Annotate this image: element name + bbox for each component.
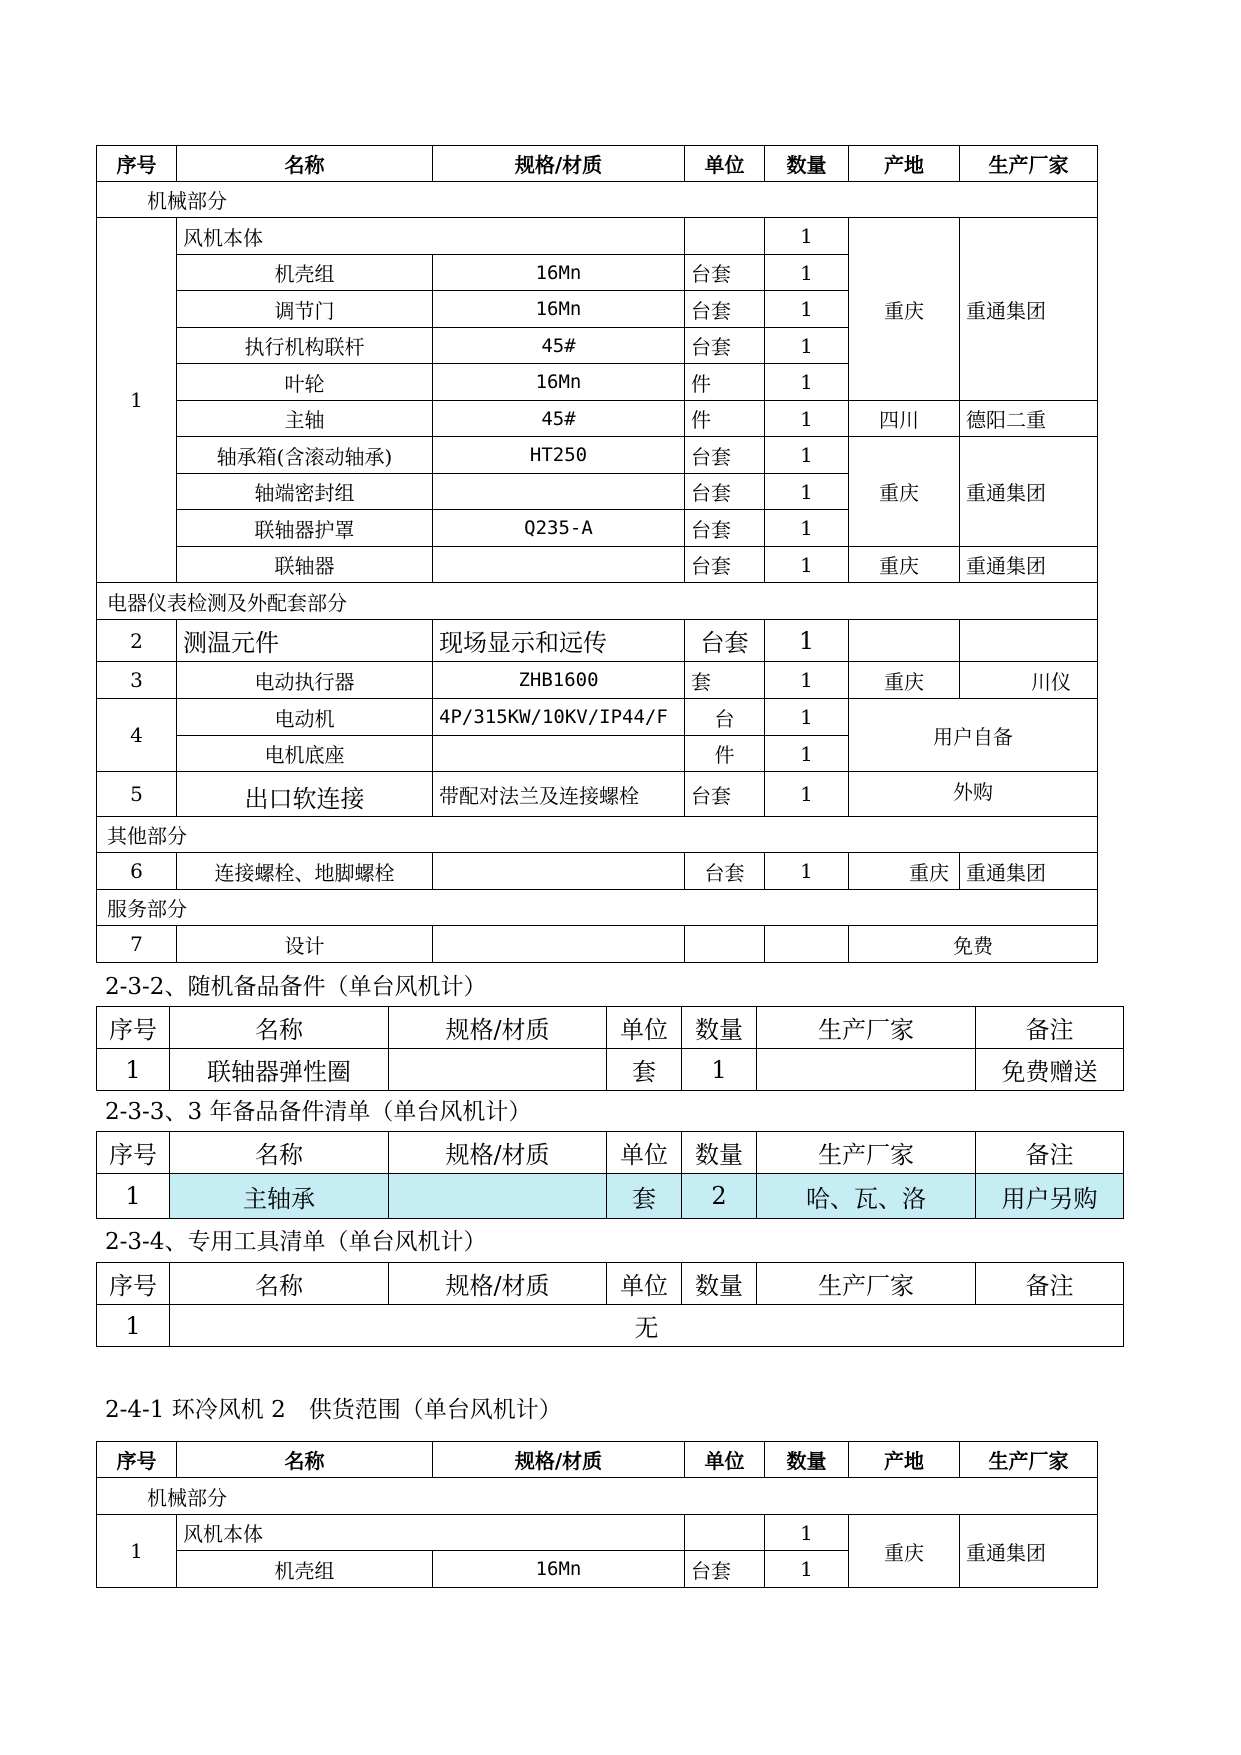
- item-qty: 1: [682, 1049, 757, 1091]
- item-origin: [849, 620, 960, 662]
- row-no: 1: [97, 1174, 170, 1219]
- header-spec: 规格/材质: [433, 1442, 685, 1478]
- section-mechanical: 机械部分: [97, 182, 1098, 218]
- item-spec: 16Mn: [433, 364, 685, 401]
- item-qty: 1: [765, 736, 849, 772]
- item-unit: 台套: [685, 328, 765, 364]
- header-unit: 单位: [607, 1007, 682, 1049]
- item-qty: 1: [765, 620, 849, 662]
- header-name: 名称: [170, 1007, 389, 1049]
- item-name: 电动机: [177, 699, 433, 736]
- item-maker: 重通集团: [960, 1515, 1098, 1588]
- item-unit: 台套: [685, 510, 765, 547]
- item-qty: 1: [765, 364, 849, 401]
- item-name: 机壳组: [177, 255, 433, 291]
- item-name: 主轴承: [170, 1174, 389, 1219]
- item-name: 电机底座: [177, 736, 433, 772]
- item-maker: 哈、瓦、洛: [757, 1174, 976, 1219]
- item-qty: 1: [765, 401, 849, 437]
- item-unit: 件: [685, 736, 765, 772]
- header-origin: 产地: [849, 1442, 960, 1478]
- item-name: 执行机构联杆: [177, 328, 433, 364]
- item-name: 电动执行器: [177, 662, 433, 699]
- item-qty: 1: [765, 772, 849, 817]
- item-name: 风机本体: [177, 218, 685, 255]
- item-name: 调节门: [177, 291, 433, 328]
- item-spec: [433, 736, 685, 772]
- item-spec: [433, 926, 685, 963]
- item-unit: 台套: [685, 853, 765, 890]
- item-unit: 套: [607, 1174, 682, 1219]
- header-no: 序号: [97, 1263, 170, 1305]
- item-unit: 件: [685, 401, 765, 437]
- item-unit: 台套: [685, 620, 765, 662]
- item-maker: 德阳二重: [960, 401, 1098, 437]
- header-maker: 生产厂家: [757, 1132, 976, 1174]
- item-note: 免费赠送: [976, 1049, 1124, 1091]
- header-unit: 单位: [685, 146, 765, 182]
- item-note: 用户另购: [976, 1174, 1124, 1219]
- item-spec: 带配对法兰及连接螺栓: [433, 772, 685, 817]
- three-year-spares-table: [96, 1131, 1124, 1219]
- section-electrical: 电器仪表检测及外配套部分: [97, 583, 1098, 620]
- row-no: 2: [97, 620, 177, 662]
- header-no: 序号: [97, 146, 177, 182]
- item-name: 联轴器弹性圈: [170, 1049, 389, 1091]
- item-unit: 台套: [685, 255, 765, 291]
- header-no: 序号: [97, 1007, 170, 1049]
- item-spec: [389, 1049, 607, 1091]
- row-no: 3: [97, 662, 177, 699]
- item-origin: 重庆: [849, 853, 960, 890]
- item-unit: 件: [685, 364, 765, 401]
- item-spec: [433, 547, 685, 583]
- item-maker: 川仪: [960, 662, 1098, 699]
- item-name: 轴端密封组: [177, 474, 433, 510]
- item-name: 风机本体: [177, 1515, 685, 1551]
- item-name: 联轴器护罩: [177, 510, 433, 547]
- item-origin: 四川: [849, 401, 960, 437]
- header-maker: 生产厂家: [960, 1442, 1098, 1478]
- header-qty: 数量: [682, 1263, 757, 1305]
- header-unit: 单位: [685, 1442, 765, 1478]
- header-name: 名称: [170, 1263, 389, 1305]
- header-qty: 数量: [682, 1007, 757, 1049]
- item-spec: [433, 853, 685, 890]
- item-unit: 台套: [685, 547, 765, 583]
- item-unit: 台套: [685, 1551, 765, 1588]
- spare-parts-table: [96, 1006, 1124, 1091]
- item-qty: 1: [765, 699, 849, 736]
- header-no: 序号: [97, 1442, 177, 1478]
- item-spec: ZHB1600: [433, 662, 685, 699]
- item-qty: 1: [765, 510, 849, 547]
- header-name: 名称: [177, 146, 433, 182]
- item-origin: 重庆: [849, 547, 960, 583]
- item-qty: 1: [765, 662, 849, 699]
- item-name: 测温元件: [177, 620, 433, 662]
- item-maker: 重通集团: [960, 547, 1098, 583]
- item-spec: 45#: [433, 401, 685, 437]
- item-qty: 1: [765, 218, 849, 255]
- item-content: 无: [170, 1305, 1124, 1347]
- header-qty: 数量: [682, 1132, 757, 1174]
- item-name: 主轴: [177, 401, 433, 437]
- item-unit: [685, 926, 765, 963]
- item-unit: 台套: [685, 291, 765, 328]
- header-maker: 生产厂家: [960, 146, 1098, 182]
- header-spec: 规格/材质: [433, 146, 685, 182]
- header-no: 序号: [97, 1132, 170, 1174]
- row-no: 7: [97, 926, 177, 963]
- item-unit: 台套: [685, 474, 765, 510]
- item-spec: HT250: [433, 437, 685, 474]
- row-no: 1: [97, 1515, 177, 1588]
- item-qty: 2: [682, 1174, 757, 1219]
- item-origin: 重庆: [849, 1515, 960, 1588]
- item-qty: 1: [765, 291, 849, 328]
- row-no: 5: [97, 772, 177, 817]
- item-origin: 重庆: [849, 218, 960, 401]
- item-qty: 1: [765, 255, 849, 291]
- item-spec: 45#: [433, 328, 685, 364]
- item-name: 机壳组: [177, 1551, 433, 1588]
- section-mechanical: 机械部分: [97, 1478, 1098, 1515]
- header-note: 备注: [976, 1132, 1124, 1174]
- section-other: 其他部分: [97, 817, 1098, 853]
- header-maker: 生产厂家: [757, 1263, 976, 1305]
- item-maker: [757, 1049, 976, 1091]
- row-no: 4: [97, 699, 177, 772]
- header-spec: 规格/材质: [389, 1132, 607, 1174]
- item-note: 外购: [849, 772, 1098, 817]
- header-unit: 单位: [607, 1132, 682, 1174]
- item-maker: [960, 620, 1098, 662]
- item-spec: [389, 1174, 607, 1219]
- item-qty: 1: [765, 1515, 849, 1551]
- item-name: 设计: [177, 926, 433, 963]
- header-maker: 生产厂家: [757, 1007, 976, 1049]
- item-spec: [433, 474, 685, 510]
- item-qty: 1: [765, 853, 849, 890]
- row-no: 1: [97, 1305, 170, 1347]
- item-qty: [765, 926, 849, 963]
- header-note: 备注: [976, 1263, 1124, 1305]
- item-spec: 16Mn: [433, 255, 685, 291]
- item-unit: 台套: [685, 772, 765, 817]
- item-maker: 重通集团: [960, 218, 1098, 401]
- item-spec: 16Mn: [433, 1551, 685, 1588]
- supply-scope-table-1: [96, 145, 1098, 963]
- header-note: 备注: [976, 1007, 1124, 1049]
- item-note: 免费: [849, 926, 1098, 963]
- item-spec: 现场显示和远传: [433, 620, 685, 662]
- item-unit: 套: [607, 1049, 682, 1091]
- header-spec: 规格/材质: [389, 1263, 607, 1305]
- item-name: 连接螺栓、地脚螺栓: [177, 853, 433, 890]
- section-heading: 2-3-3、3 年备品备件清单（单台风机计）: [105, 1099, 532, 1125]
- item-name: 出口软连接: [177, 772, 433, 817]
- item-spec: Q235-A: [433, 510, 685, 547]
- header-unit: 单位: [607, 1263, 682, 1305]
- section-service: 服务部分: [97, 890, 1098, 926]
- row-no: 6: [97, 853, 177, 890]
- item-origin: 重庆: [849, 662, 960, 699]
- item-qty: 1: [765, 474, 849, 510]
- section-heading: 2-3-4、专用工具清单（单台风机计）: [105, 1229, 487, 1255]
- supply-scope-table-2: [96, 1441, 1098, 1588]
- item-qty: 1: [765, 437, 849, 474]
- item-spec: 4P/315KW/10KV/IP44/F: [433, 699, 685, 736]
- item-name: 叶轮: [177, 364, 433, 401]
- item-qty: 1: [765, 328, 849, 364]
- item-note: 用户自备: [849, 699, 1098, 772]
- row-no: 1: [97, 1049, 170, 1091]
- special-tools-table: [96, 1262, 1124, 1347]
- header-origin: 产地: [849, 146, 960, 182]
- row-no: 1: [97, 218, 177, 583]
- item-qty: 1: [765, 1551, 849, 1588]
- section-heading: 2-4-1 环冷风机 2 供货范围（单台风机计）: [105, 1397, 562, 1423]
- item-origin: 重庆: [849, 437, 960, 547]
- item-spec: 16Mn: [433, 291, 685, 328]
- item-maker: 重通集团: [960, 437, 1098, 547]
- item-name: 联轴器: [177, 547, 433, 583]
- item-maker: 重通集团: [960, 853, 1098, 890]
- header-qty: 数量: [765, 146, 849, 182]
- header-spec: 规格/材质: [389, 1007, 607, 1049]
- item-unit: 台套: [685, 437, 765, 474]
- item-qty: 1: [765, 547, 849, 583]
- item-unit: 台: [685, 699, 765, 736]
- header-name: 名称: [177, 1442, 433, 1478]
- section-heading: 2-3-2、随机备品备件（单台风机计）: [105, 974, 487, 1000]
- item-name: 轴承箱(含滚动轴承): [177, 437, 433, 474]
- item-unit: 套: [685, 662, 765, 699]
- item-unit: [685, 1515, 765, 1551]
- item-unit: [685, 218, 765, 255]
- header-qty: 数量: [765, 1442, 849, 1478]
- header-name: 名称: [170, 1132, 389, 1174]
